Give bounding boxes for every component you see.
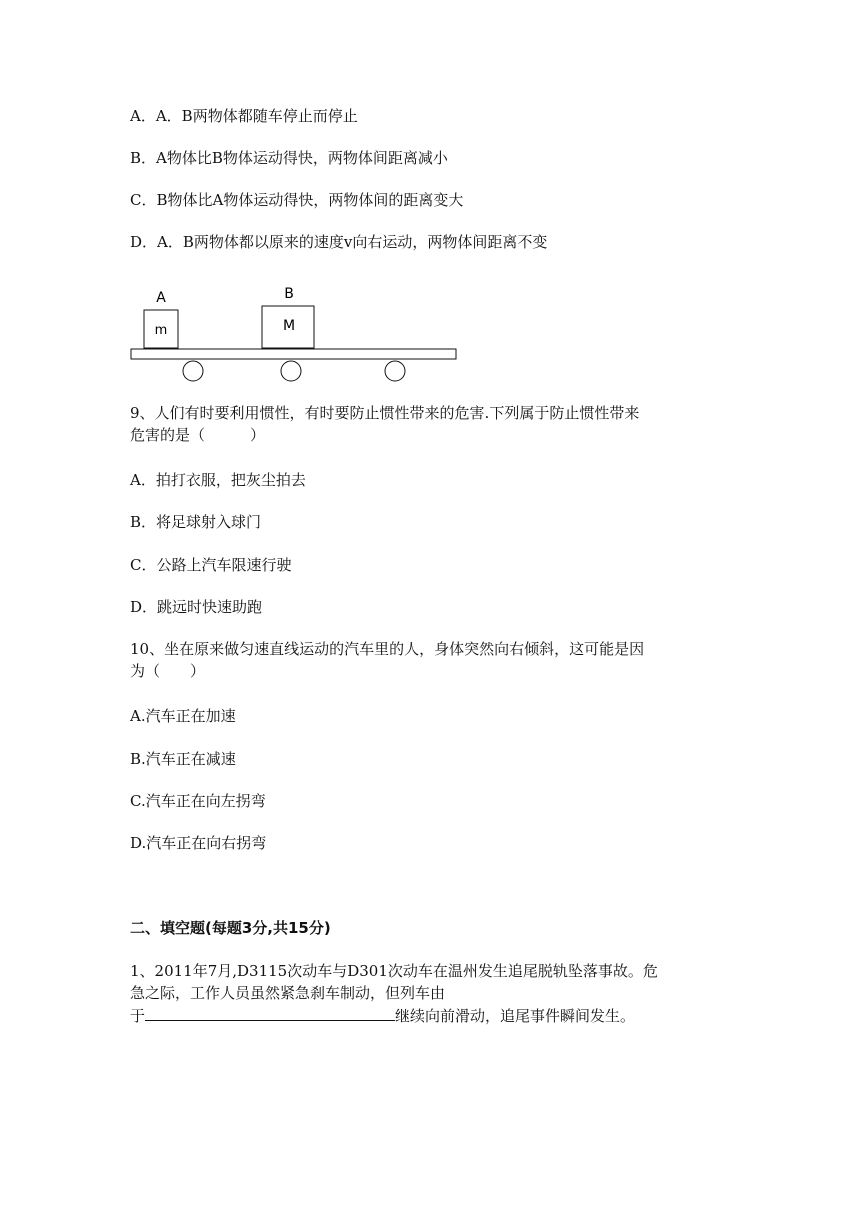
q9-option-d: D．跳远时快速助跑 xyxy=(130,598,263,616)
label-a: A xyxy=(156,290,166,306)
q10-option-b: B.汽车正在减速 xyxy=(130,750,236,768)
q8-option-c: C．B物体比A物体运动得快，两物体间的距离变大 xyxy=(130,191,464,209)
q9-option-b: B．将足球射入球门 xyxy=(130,513,262,531)
fill-question-1 xyxy=(130,960,730,1027)
cart-figure xyxy=(0,0,860,400)
wheel-left xyxy=(183,361,203,381)
section2-title: 二、填空题(每题3分,共15分) xyxy=(130,919,331,937)
q9-option-c: C．公路上汽车限速行驶 xyxy=(130,556,292,574)
q9-stem-line1: 9、人们有时要利用惯性，有时要防止惯性带来的危害.下列属于防止惯性带来 xyxy=(130,404,640,422)
cart-board xyxy=(131,349,456,359)
q10-option-c: C.汽车正在向左拐弯 xyxy=(130,792,266,810)
q10-stem-line2: 为（ ） xyxy=(130,662,206,680)
fill-q1-line1: 1、2011年7月,D3115次动车与D301次动车在温州发生追尾脱轨坠落事故。危 xyxy=(130,962,658,980)
q9-stem xyxy=(130,402,730,446)
q8-option-a: A．A．B两物体都随车停止而停止 xyxy=(130,107,358,125)
q8-option-d: D．A．B两物体都以原来的速度v向右运动，两物体间距离不变 xyxy=(130,233,548,251)
q8-option-b: B．A物体比B物体运动得快，两物体间距离减小 xyxy=(130,149,448,167)
fill-q1-suffix: 继续向前滑动，追尾事件瞬间发生。 xyxy=(395,1007,636,1025)
q10-stem-line1: 10、坐在原来做匀速直线运动的汽车里的人，身体突然向右倾斜，这可能是因 xyxy=(130,640,645,658)
q9-option-a: A．拍打衣服，把灰尘拍去 xyxy=(130,471,306,489)
fill-q1-line2: 急之际，工作人员虽然紧急刹车制动，但列车由 xyxy=(130,984,446,1002)
q9-stem-line2: 危害的是（ ） xyxy=(130,426,266,444)
q10-option-d: D.汽车正在向右拐弯 xyxy=(130,834,267,852)
label-b: B xyxy=(284,286,294,302)
fill-q1-prefix: 于 xyxy=(130,1007,146,1025)
answer-blank[interactable] xyxy=(145,1004,395,1021)
fill-q1-line3 xyxy=(130,1004,730,1027)
block-large-mass: M xyxy=(282,318,296,334)
q10-option-a: A.汽车正在加速 xyxy=(130,707,236,725)
q10-stem xyxy=(130,638,730,682)
wheel-middle xyxy=(281,361,301,381)
block-small-mass: m xyxy=(154,323,168,338)
wheel-right xyxy=(385,361,405,381)
